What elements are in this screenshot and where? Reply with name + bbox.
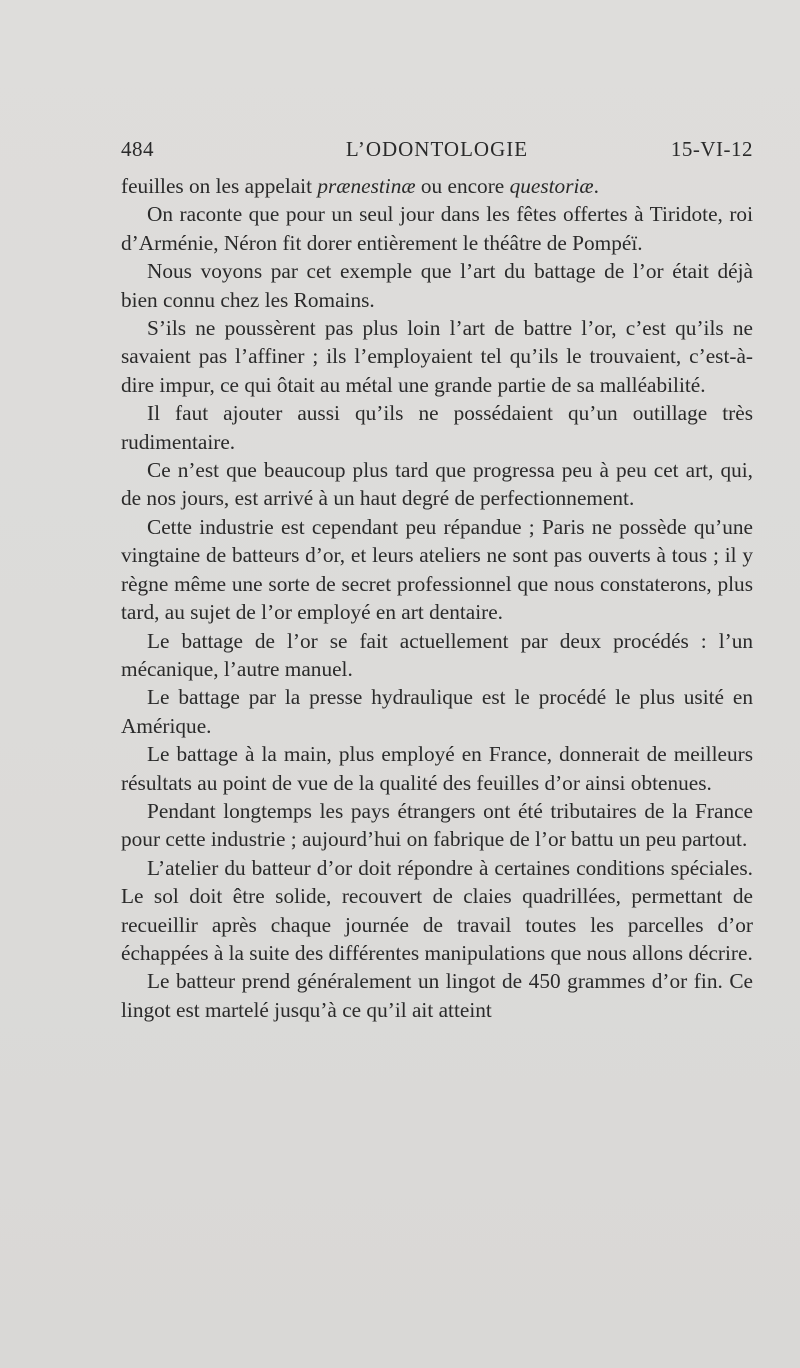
paragraph: Nous voyons par cet exemple que l’art du battage de l’or était déjà bien connu chez les Romains.: [121, 259, 753, 312]
paragraph: On raconte que pour un seul jour dans les fêtes offertes à Tiridote, roi d’Arménie, Néron fit dorer entièrement le théâtre de Pompéï.: [121, 202, 753, 255]
body-text: [121, 172, 753, 1024]
paragraph: Cette industrie est cependant peu répandue ; Paris ne possède qu’une vingtaine de batteurs d’or, et leurs ateliers ne sont pas ouverts à tous ; il y règne même une sorte de secret professionnel que nous constaterons, plus tard, au sujet de l’or employé en art dentaire.: [121, 514, 753, 625]
issue-date: 15-VI-12: [670, 137, 753, 161]
italic-term: questoriæ: [509, 174, 594, 198]
paragraph: Le batteur prend généralement un lingot de 450 grammes d’or fin. Ce lingot est martelé jusqu’à ce qu’il ait atteint: [121, 969, 753, 1022]
paragraph: Pendant longtemps les pays étrangers ont été tributaires de la France pour cette industrie ; aujourd’hui on fabrique de l’or battu un peu partout.: [121, 798, 753, 852]
text-run: feuilles on les appelait: [121, 174, 318, 198]
paragraph: Le battage par la presse hydraulique est le procédé le plus usité en Amérique.: [121, 685, 753, 738]
text-run: ou encore: [415, 174, 510, 198]
page-number: 484: [121, 137, 154, 161]
paragraph: Ce n’est que beaucoup plus tard que progressa peu à peu cet art, qui, de nos jours, est arrivé à un haut degré de perfectionnement.: [121, 458, 753, 511]
journal-title: L’ODONTOLOGIE: [345, 137, 529, 161]
paragraph: Le battage à la main, plus employé en France, donnerait de meilleurs résultats au point de vue de la qualité des feuilles d’or ainsi obtenues.: [121, 742, 753, 795]
paragraph-continuation: [121, 172, 753, 200]
paragraph: L’atelier du batteur d’or doit répondre à certaines conditions spéciales. Le sol doit être solide, recouvert de claies quadrillées, permettant de recueillir après chaque journée de travail toutes les parcelles d’or échappées à la suite des différentes manipulations que nous allons décrire.: [121, 855, 753, 965]
running-header: [121, 137, 753, 167]
italic-term: prænestinæ: [317, 174, 416, 198]
paragraph: Il faut ajouter aussi qu’ils ne possédaient qu’un outillage très rudimentaire.: [121, 401, 753, 454]
paragraph: S’ils ne poussèrent pas plus loin l’art de battre l’or, c’est qu’ils ne savaient pas l’affiner ; ils l’employaient tel qu’ils le trouvaient, c’est-à-dire impur, ce qui ôtait au métal une grande partie de sa malléabilité.: [121, 316, 753, 397]
paragraph: Le battage de l’or se fait actuellement par deux procédés : l’un mécanique, l’autre manuel.: [121, 628, 753, 681]
text-run: .: [593, 174, 599, 198]
